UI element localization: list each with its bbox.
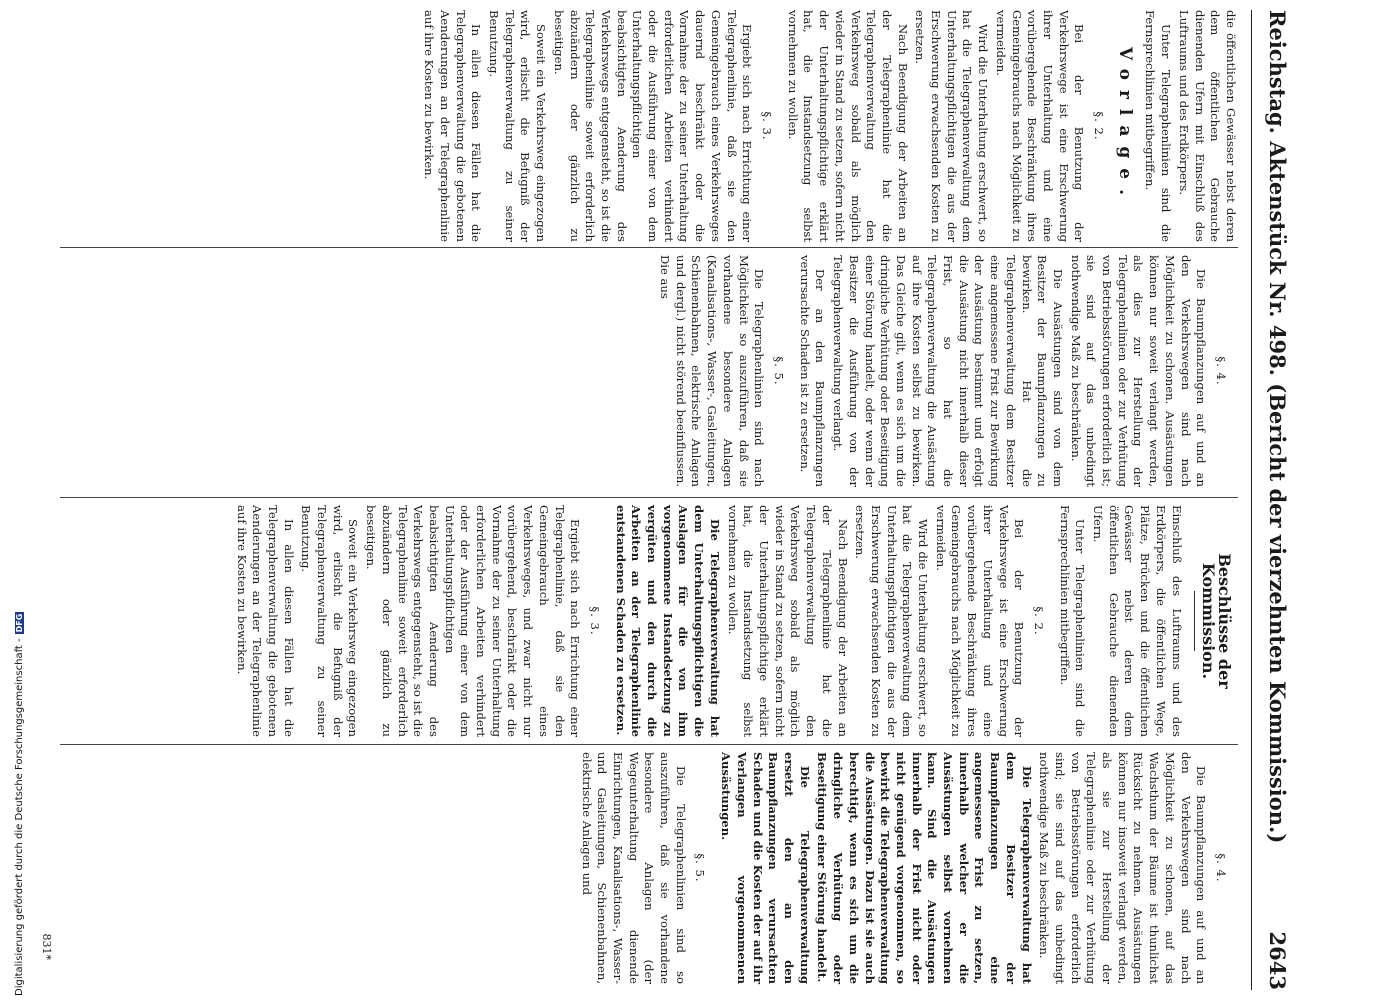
- vorlage-heading: Vorlage.: [1114, 46, 1135, 206]
- beschluesse-text: Soweit ein Verkehrsweg eingezogen wird, erlischt die Befugniß der Telegraphenverwaltung zu seiner Benutzung.: [299, 505, 361, 737]
- section-heading: §. 4.: [1214, 356, 1228, 386]
- vorlage-text: In allen diesen Fällen hat die Telegraphenverwaltung die gebotenen Aenderungen an der Telegraphenlinie auf ihre Kosten zu bewirken.: [422, 10, 484, 242]
- column-divider: [60, 497, 1238, 498]
- section-heading: §. 2.: [1031, 606, 1046, 636]
- section-heading: §. 3.: [587, 606, 602, 636]
- header-title: Reichstag. Aktenstück Nr. 498. (Bericht der vierzehnten Kommission.): [1265, 10, 1290, 844]
- vorlage-text: Die Telegraphenlinien sind nach Möglichkeit so auszuführen, daß sie vorhandene besondere Anlagen (Kanalisations-, Wasser-, Gasleitungen, Schienenbahnen, elektrische Anlagen und dergl.) nicht störend beeinflussen. Die aus: [658, 255, 767, 487]
- beschluesse-text-bold: [612, 505, 722, 737]
- amendment-text: Die Telegraphenverwaltung ersetzt den an den Baumpflanzungen verursachten Schaden und die Kosten der auf ihr Verlangen vorgenommenen Ausästungen.: [719, 752, 812, 984]
- credit-text: Digitalisierung gefördert durch die Deutsche Forschungsgemeinschaft -: [14, 638, 25, 996]
- digitization-credit: [14, 612, 25, 996]
- heading-rule: [1194, 591, 1195, 651]
- header-rule: [1251, 10, 1252, 990]
- header-page-number: 2643: [1265, 931, 1290, 990]
- beschluesse-column-1: [231, 505, 1238, 737]
- vorlage-text: Bei der Benutzung der Verkehrswege ist eine Erschwerung ihrer Unterhaltung und eine vorübergehende Beschränkung ihres Gemeingebrauchs nach Möglichkeit zu vermeiden.: [993, 10, 1087, 242]
- column-divider: [60, 744, 1238, 745]
- signature-mark: 831*: [40, 933, 53, 960]
- vorlage-text: Unter Telegraphenlinien sind die Fernsprechlinien mitbegriffen.: [1143, 10, 1174, 242]
- beschluesse-text-bold: [718, 752, 812, 984]
- vorlage-text: Wird die Unterhaltung erschwert, so hat die Telegraphenverwaltung dem Unterhaltungspflichtigen die aus der Erschwerung erwachsenden Kosten zu ersetzen.: [913, 10, 991, 242]
- column-divider: [60, 247, 1238, 248]
- section-heading: §. 5.: [772, 356, 787, 386]
- beschluesse-text: Bei der Benutzung der Verkehrswege ist eine Erschwerung ihrer Unterhaltung und eine vorübergehende Beschränkung ihres Gemeingebrauchs nach Möglichkeit zu vermeiden.: [933, 505, 1027, 737]
- vorlage-text: Die Ausästungen sind von dem Besitzer der Baumpflanzungen zu bewirken. Hat die Telegraphenverwaltung dem Besitzer eine angemessene Frist zur Bewirkung der Ausästung bestimmt und erfolgt die Ausästung nicht innerhalb dieser Frist, so hat die Telegraphenverwaltung die Ausästung auf ihre Kosten selbst zu bewirken. Das Gleiche gilt, wenn es sich um die dringliche Verhütung oder Beseitigung einer Störung handelt, oder wenn der Besitzer die Ausführung von der Telegraphenverwaltung verlangt.: [831, 255, 1065, 487]
- running-header: [1250, 10, 1290, 990]
- amendment-text: Die Telegraphenverwaltung hat dem Unterhaltungspflichtigen die Auslagen für die von ihm vorgenommene Instandsetzung zu vergüten und den durch die Arbeiten an der Telegraphenlinie entstandenen Schaden zu ersetzen.: [613, 505, 722, 737]
- beschluesse-text-bold: [814, 752, 1034, 984]
- amendment-text: Die Telegraphenverwaltung hat dem Besitzer der Baumpflanzungen eine angemessene Frist zu setzen, innerhalb welcher er die Ausästungen selbst vornehmen kann. Sind die Ausästungen innerhalb der Frist nicht oder nicht genügend vorgenommen, so bewirkt die Telegraphenverwaltung die Ausästungen. Dazu ist sie auch berechtigt, wenn es sich um die dringliche Verhütung oder Beseitigung einer Störung handelt.: [815, 752, 1034, 984]
- beschluesse-text: Einschluß des Luftraums und des Erdkörpers, die öffentlichen Wege, Plätze, Brücken und die öffentlichen Gewässer nebst deren dem öffentlichen Gebrauche dienenden Ufern.: [1091, 505, 1184, 737]
- vorlage-text: Soweit ein Verkehrsweg eingezogen wird, erlischt die Befugniß der Telegraphenverwaltung zu seiner Benutzung.: [487, 10, 549, 242]
- beschluesse-text: Nach Beendigung der Arbeiten an der Telegraphenlinie hat die Telegraphenverwaltung den Verkehrsweg sobald als möglich wieder in Stand zu setzen, sofern nicht der Unterhaltungspflichtige erklärt hat, die Instandsetzung selbst vornehmen zu wollen.: [725, 505, 850, 737]
- beschluesse-text: In allen diesen Fällen hat die Telegraphenverwaltung die gebotenen Aenderungen an der Telegraphenlinie auf ihre Kosten zu bewirken.: [234, 505, 296, 737]
- beschluesse-text: Unter Telegraphenlinien sind die Fernsprechlinien mitbegriffen.: [1057, 505, 1088, 737]
- beschluesse-heading: Beschlüsse der Kommission.: [1199, 553, 1234, 689]
- vorlage-text: Ergiebt sich nach Errichtung einer Telegraphenlinie, daß sie den Gemeingebrauch eines Verkehrsweges dauernd beschränkt oder die Vornahme der zu seiner Unterhaltung erforderlichen Arbeiten verhindert oder die Ausführung einer von dem Unterhaltungspflichtigen beabsichtigten Aenderung des Verkehrswegs entgegensteht, so ist die Telegraphenlinie soweit erforderlich abzuändern oder gänzlich zu beseitigen.: [551, 10, 755, 242]
- vorlage-text: die öffentlichen Gewässer nebst deren dem öffentlichen Gebrauche dienenden Ufern mit Einschluß des Luftraums und des Erdkörpers.: [1176, 10, 1238, 242]
- dfg-logo-icon: DFG: [15, 613, 24, 633]
- vorlage-text: Nach Beendigung der Arbeiten an der Telegraphenlinie hat die Telegraphenverwaltung den Verkehrsweg sobald als möglich wieder in Stand zu setzen, sofern nicht der Unterhaltungspflichtige erklärt hat, die Instandsetzung selbst vornehmen zu wollen.: [785, 10, 910, 242]
- vorlage-text: Der an den Baumpflanzungen verursachte Schaden ist zu ersetzen.: [797, 255, 828, 487]
- beschluesse-column-2: [576, 752, 1238, 984]
- section-heading: §. 3.: [760, 111, 775, 141]
- beschluesse-text: Die Baumpflanzungen auf und an den Verkehrswegen sind nach Möglichkeit zu schonen, auf das Wachsthum der Bäume ist thunlichst Rücksicht zu nehmen. Ausästungen können nur insoweit verlangt werden, als sie zur Herstellung der Telegraphenlinie oder zur Verhütung von Betriebsstörungen erforderlich sind; sie sind auf das unbedingt nothwendige Maß zu beschränken.: [1037, 752, 1209, 984]
- section-heading: §. 4.: [1214, 853, 1228, 883]
- beschluesse-text: Wird die Unterhaltung erschwert, so hat die Telegraphenverwaltung dem Unterhaltungspflichtigen die aus der Erschwerung erwachsenden Kosten zu ersetzen.: [853, 505, 931, 737]
- section-heading: §. 2.: [1092, 111, 1107, 141]
- vorlage-text: Die Baumpflanzungen auf und an den Verkehrswegen sind nach Möglichkeit zu schonen. Ausästungen können nur soweit verlangt werden, als dies zur Herstellung der Telegraphenlinien oder zur Verhütung von Betriebsstörungen erforderlich ist; sie sind auf das unbedingt nothwendige Maß zu beschränken.: [1068, 255, 1209, 487]
- beschluesse-text: Die Telegraphenlinien sind so auszuführen, daß sie vorhandene besondere Anlagen (der Wegeunterhaltung dienende Einrichtungen, Kanalisations-, Wasser- und Gasleitungen, Schienenbahnen, elektrische Anlagen und: [579, 752, 688, 984]
- section-heading: §. 5.: [693, 853, 708, 883]
- beschluesse-text: Ergiebt sich nach Errichtung einer Telegraphenlinie, daß sie den Gemeingebrauch eines Verkehrsweges, und zwar nicht nur vorübergehend, beschränkt oder die Vornahme der zu seiner Unterhaltung erforderlichen Arbeiten verhindert oder der Ausführung einer von dem Unterhaltungspflichtigen beabsichtigten Aenderung des Verkehrswegs entgegensteht, so ist die Telegraphenlinie soweit erforderlich abzuändern oder gänzlich zu beseitigen.: [364, 505, 583, 737]
- vorlage-column-2: [654, 255, 1238, 487]
- vorlage-column-1: [419, 10, 1238, 242]
